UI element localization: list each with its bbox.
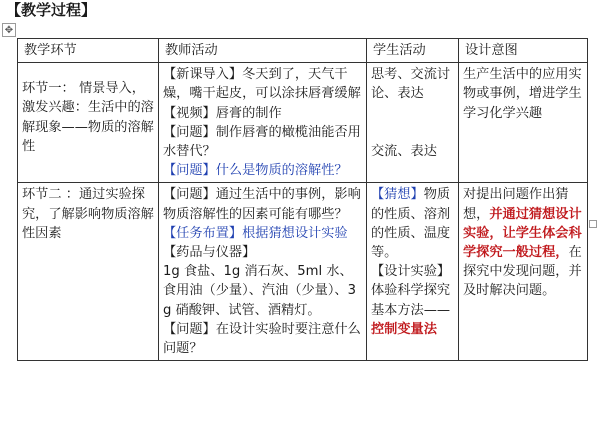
students-2-cell — [367, 183, 459, 361]
table-resize-handle[interactable] — [589, 220, 597, 228]
text-question-1: 制作唇膏的橄榄油能否用水替代？ — [163, 124, 361, 160]
tag-question-2: 【问题】 — [163, 163, 216, 179]
text-design: 体验科学探究基本方法—— — [371, 283, 451, 318]
tag-question-1: 【问题】 — [163, 124, 216, 140]
segment-1-cell — [18, 63, 159, 183]
students-1-text-b: 交流、表达 — [371, 143, 437, 159]
text-question-3: 通过生活中的事例，影响物质溶解性的因素可能有哪些？ — [163, 187, 361, 222]
table-row-segment-2 — [18, 183, 588, 361]
tag-task: 【任务布置】 — [163, 225, 243, 241]
text-question-2: 什么是物质的溶解性？ — [215, 163, 348, 179]
tag-design: 【设计实验】 — [371, 264, 451, 280]
tag-video: 【视频】 — [163, 105, 216, 121]
students-1-text-a: 思考、交流讨论、表达 — [371, 67, 451, 102]
lesson-process-table — [17, 38, 588, 361]
segment-1-text: 环节一： 情景导入，激发兴趣：生活中的溶解现象——物质的溶解性 — [22, 81, 154, 154]
intent-1-cell — [459, 63, 588, 183]
col-header-intent: 设计意图 — [459, 39, 588, 63]
text-guess: 物质的性质、溶剂的性质、温度等。 — [371, 187, 451, 261]
students-1-cell — [367, 63, 459, 183]
text-video: 唇膏的制作 — [215, 105, 282, 121]
teacher-2-cell — [159, 183, 367, 361]
intent-2-part2: 在探究中发现问题，并及时解决问题。 — [463, 245, 582, 299]
table-move-handle-icon[interactable]: ✥ — [2, 23, 16, 37]
table-header-row — [18, 39, 588, 63]
table-row-segment-1 — [18, 63, 588, 183]
col-header-teacher: 教师活动 — [159, 39, 367, 63]
text-new-lesson: 冬天到了，天气干燥，嘴干起皮，可以涂抹唇膏缓解 — [163, 67, 361, 102]
segment-2-text: 环节二 ：通过实验探究，了解影响物质溶解性因素 — [22, 187, 154, 241]
tag-materials: 【药品与仪器】 — [163, 245, 256, 261]
intent-2-cell — [459, 183, 588, 361]
segment-2-cell — [18, 183, 159, 361]
intent-1-text: 生产生活中的应用实物或事例，增进学生学习化学兴趣 — [463, 67, 582, 121]
intent-2-part1: 对提出问题作出猜想， — [463, 187, 569, 222]
tag-question-3: 【问题】 — [163, 187, 216, 203]
tag-guess: 【猜想】 — [371, 187, 424, 203]
tag-question-4: 【问题】 — [163, 321, 216, 337]
section-heading: 【教学过程】 — [6, 1, 97, 19]
text-question-4: 在设计实验时要注意什么问题？ — [163, 321, 361, 357]
text-design-emphasis: 控制变量法 — [371, 321, 437, 337]
text-task: 根据猜想设计实验 — [242, 225, 348, 241]
teacher-1-cell — [159, 63, 367, 183]
materials-list: 1g 食盐、1g 消石灰、5ml 水、食用油（少量）、汽油（少量）、3g 硝酸钾、试管、酒精灯。 — [163, 264, 357, 318]
tag-new-lesson: 【新课导入】 — [163, 67, 243, 83]
intent-2-emphasis: 并通过猜想设计实验，让学生体会科学探究一般过程， — [463, 206, 582, 261]
col-header-students: 学生活动 — [367, 39, 459, 63]
col-header-segment: 教学环节 — [18, 39, 159, 63]
